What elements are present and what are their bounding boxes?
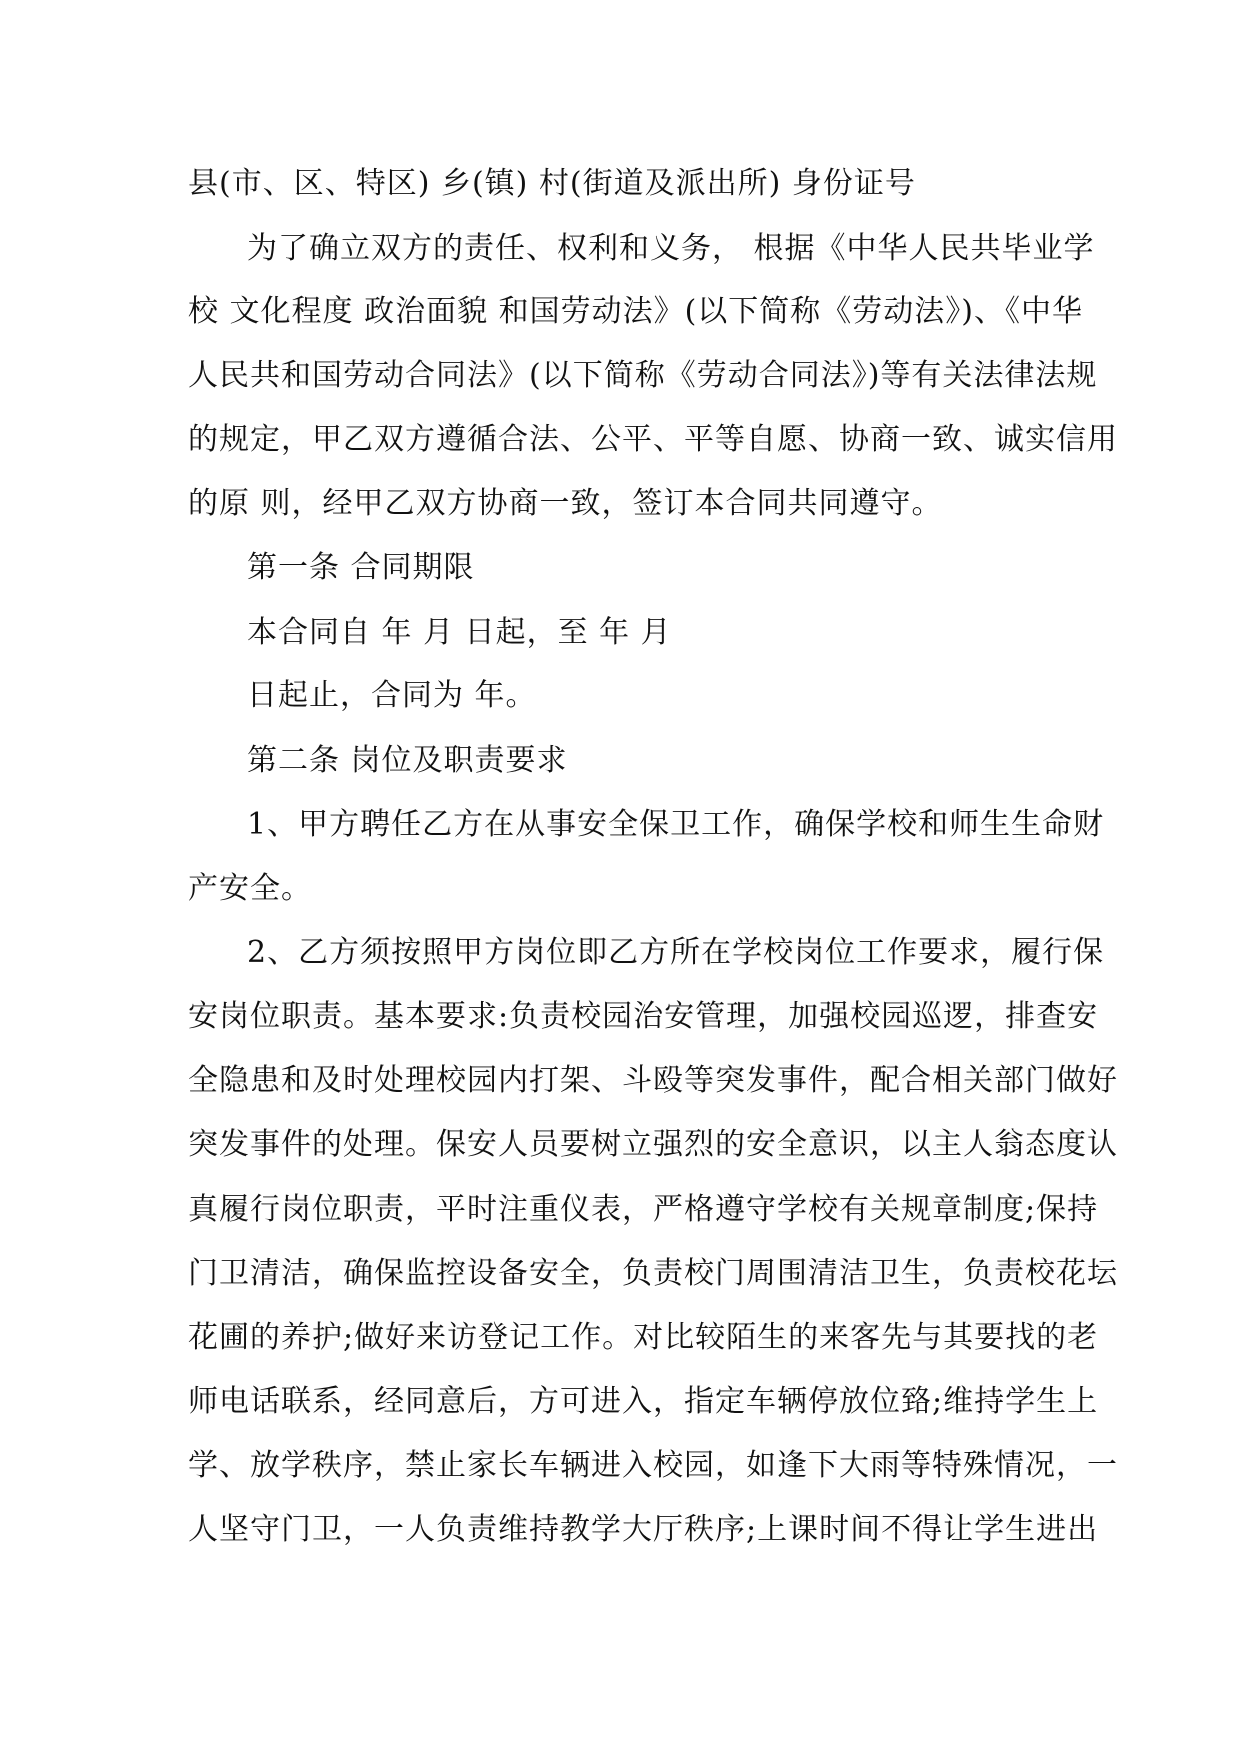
text-line: 2、乙方须按照甲方岗位即乙方所在学校岗位工作要求，履行保 [247,935,1105,970]
text-line: 人民共和国劳动合同法》(以下简称《劳动合同法》)等有关法律法规 [188,358,1098,393]
text-line: 产安全。 [188,871,312,906]
text-line: 的规定，甲乙双方遵循合法、公平、平等自愿、协商一致、诚实信用 [188,422,1118,457]
text-line: 学、放学秩序，禁止家长车辆进入校园，如逢下大雨等特殊情况，一 [188,1448,1118,1483]
text-line: 突发事件的处理。保安人员要树立强烈的安全意识，以主人翁态度认 [188,1127,1118,1162]
text-line: 的原 则，经甲乙双方协商一致，签订本合同共同遵守。 [188,486,943,521]
section-heading: 第二条 岗位及职责要求 [247,743,568,778]
text-line: 安岗位职责。基本要求:负责校园治安管理，加强校园巡逻，排查安 [188,999,1099,1034]
text-line: 校 文化程度 政治面貌 和国劳动法》(以下简称《劳动法》)、《中华 [188,294,1084,329]
text-line: 门卫清洁，确保监控设备安全，负责校门周围清洁卫生，负责校花坛 [188,1256,1118,1291]
text-line: 人坚守门卫，一人负责维持教学大厅秩序;上课时间不得让学生进出 [188,1512,1099,1547]
text-line: 真履行岗位职责，平时注重仪表，严格遵守学校有关规章制度;保持 [188,1192,1099,1227]
text-line: 县(市、区、特区) 乡(镇) 村(街道及派出所) 身份证号 [188,166,916,201]
text-line: 本合同自 年 月 日起，至 年 月 [247,615,672,650]
text-line: 1、甲方聘任乙方在从事安全保卫工作，确保学校和师生生命财 [247,807,1105,842]
text-line: 师电话联系，经同意后，方可进入，指定车辆停放位臵;维持学生上 [188,1384,1099,1419]
text-line: 全隐患和及时处理校园内打架、斗殴等突发事件，配合相关部门做好 [188,1063,1118,1098]
text-line: 花圃的养护;做好来访登记工作。对比较陌生的来客先与其要找的老 [188,1320,1099,1355]
text-line: 为了确立双方的责任、权利和义务， 根据《中华人民共毕业学 [247,231,1095,266]
section-heading: 第一条 合同期限 [247,550,475,585]
text-line: 日起止，合同为 年。 [247,678,537,713]
